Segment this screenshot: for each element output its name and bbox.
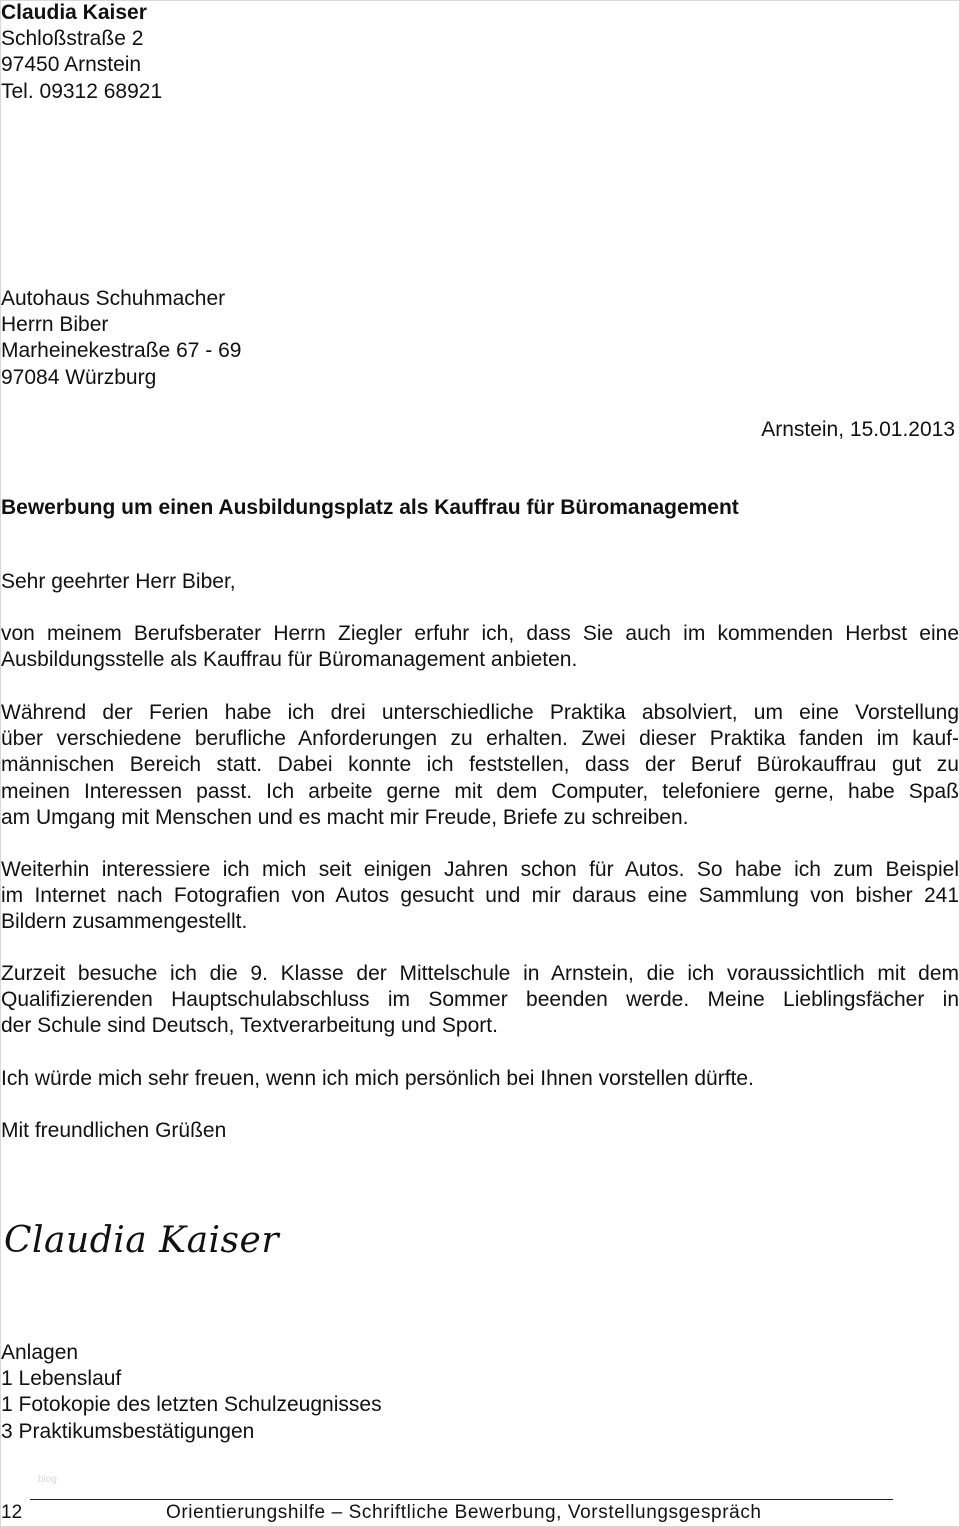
page-number: 12 [1, 1502, 23, 1523]
paragraph-line: Zurzeit besuche ich die 9. Klasse der Mittelschule in Arnstein, die ich voraussichtlich mit dem [1, 962, 959, 985]
paragraph-line: im Internet nach Fotografien von Autos gesucht und mir daraus eine Sammlung von bisher 241 [1, 884, 959, 908]
paragraph-line: über verschiedene berufliche Anforderungen zu erhalten. Zwei dieser Praktika fanden im kauf- [1, 727, 959, 751]
paragraph-line: Ausbildungsstelle als Kauffrau für Büromanagement anbieten. [1, 648, 578, 672]
paragraph-2 [1, 700, 959, 831]
paragraph-5 [1, 1066, 959, 1092]
closing: Mit freundlichen Grüßen [1, 1119, 227, 1142]
paragraph-line: Weiterhin interessiere ich mich seit einigen Jahren schon für Autos. So habe ich zum Beispiel [1, 858, 959, 881]
watermark: blog [38, 1474, 57, 1485]
footer-title: Orientierungshilfe – Schriftliche Bewerbung, Vorstellungsgespräch [166, 1502, 762, 1523]
recipient-address [1, 286, 959, 391]
paragraph-line: meinen Interessen passt. Ich arbeite gerne mit dem Computer, telefoniere gerne, habe Spaß [1, 779, 959, 803]
footer-divider [30, 1499, 893, 1500]
paragraph-line: Während der Ferien habe ich drei unterschiedliche Praktika absolviert, um eine Vorstellung [1, 701, 959, 724]
paragraph-line: am Umgang mit Menschen und es macht mir Freude, Briefe zu schreiben. [1, 805, 689, 829]
recipient-company: Autohaus Schuhmacher [1, 287, 226, 310]
letter-subject: Bewerbung um einen Ausbildungsplatz als Kauffrau für Büromanagement [1, 496, 739, 519]
paragraph-line: von meinem Berufsberater Herrn Ziegler erfuhr ich, dass Sie auch im kommenden Herbst eine [1, 622, 959, 645]
handwritten-signature: Claudia Kaiser [4, 1220, 280, 1261]
recipient-person: Herrn Biber [1, 313, 109, 337]
salutation: Sehr geehrter Herr Biber, [1, 570, 236, 593]
sender-address [1, 0, 959, 105]
sender-phone: Tel. 09312 68921 [1, 79, 163, 103]
letter-date: Arnstein, 15.01.2013 [761, 418, 955, 441]
sender-name: Claudia Kaiser [1, 1, 147, 24]
sender-city: 97450 Arnstein [1, 53, 142, 77]
recipient-city: 97084 Würzburg [1, 365, 157, 389]
paragraph-line: Qualifizierenden Hauptschulabschluss im Sommer beenden werde. Meine Lieblingsfächer in [1, 988, 959, 1012]
paragraph-1 [1, 621, 959, 673]
sender-street: Schloßstraße 2 [1, 27, 144, 51]
paragraph-line: männischen Bereich statt. Dabei konnte ich feststellen, dass der Beruf Bürokauffrau gut zu [1, 753, 959, 777]
attachment-item: 3 Praktikumsbestätigungen [1, 1419, 255, 1443]
paragraph-line: der Schule sind Deutsch, Textverarbeitung und Sport. [1, 1014, 498, 1038]
attachments-list [1, 1340, 959, 1445]
paragraph-4 [1, 961, 959, 1040]
paragraph-line: Ich würde mich sehr freuen, wenn ich mich persönlich bei Ihnen vorstellen dürfte. [1, 1067, 754, 1090]
recipient-street: Marheinekestraße 67 - 69 [1, 339, 242, 363]
attachments-heading: Anlagen [1, 1341, 79, 1364]
attachment-item: 1 Fotokopie des letzten Schulzeugnisses [1, 1393, 382, 1417]
paragraph-3 [1, 857, 959, 936]
paragraph-line: Bildern zusammengestellt. [1, 910, 248, 934]
attachment-item: 1 Lebenslauf [1, 1367, 122, 1391]
